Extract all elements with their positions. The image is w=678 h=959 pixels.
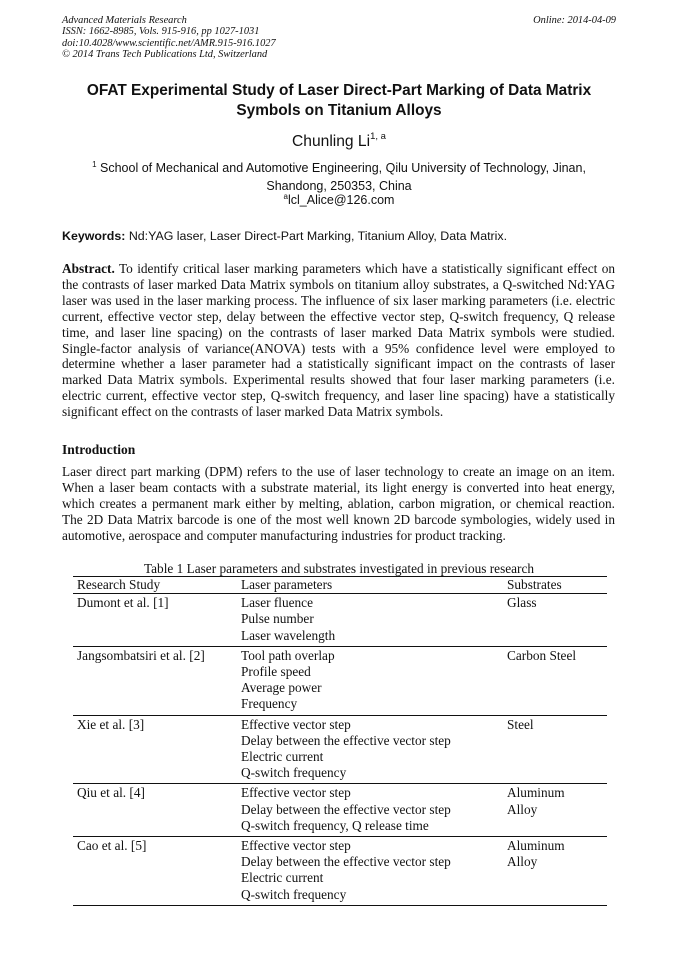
affiliation [80, 156, 598, 195]
author-name: Chunling Li [292, 133, 371, 150]
header-laser-parameters: Laser parameters [241, 577, 333, 592]
laser-parameter: Q-switch frequency [241, 886, 347, 902]
laser-parameter: Frequency [241, 696, 298, 712]
abstract-label: Abstract. [62, 261, 115, 276]
issn-line: ISSN: 1662-8985, Vols. 915-916, pp 1027-1031 [62, 26, 260, 38]
keywords-text: Nd:YAG laser, Laser Direct-Part Marking, Titanium Alloy, Data Matrix. [128, 229, 508, 243]
cell-laser-parameters [237, 594, 503, 647]
laser-parameter: Delay between the effective vector step [241, 801, 451, 817]
substrate: Steel [507, 716, 534, 732]
parameters-table [73, 576, 607, 906]
paper-title: OFAT Experimental Study of Laser Direct-Part Marking of Data Matrix Symbols on Titanium Alloys [86, 82, 592, 119]
online-date: Online: 2014-04-09 [533, 15, 616, 26]
laser-parameter: Pulse number [241, 611, 314, 627]
header-substrates: Substrates [507, 577, 562, 592]
table-caption: Table 1 Laser parameters and substrates investigated in previous research [143, 561, 535, 576]
cell-research-study: Cao et al. [5] [77, 838, 147, 854]
laser-parameter: Tool path overlap [241, 647, 335, 663]
cell-research-study: Qiu et al. [4] [77, 785, 145, 801]
laser-parameter: Profile speed [241, 664, 311, 680]
introduction-text: Laser direct part marking (DPM) refers to the use of laser technology to create an image on an item. When a laser beam contacts with a substrate material, its light energy is converted into heat energy, which creates a permanent mark either by melting, ablation, carbon migration, or chemical reaction. The 2D Data Matrix barcode is one of the most well known 2D barcode symbologies, widely used in automotive, aerospace and computer manufacturing industries for product tracking. [62, 464, 615, 543]
affiliation-sup: 1 [92, 160, 97, 169]
substrate: Aluminum [507, 838, 565, 854]
table-row [73, 594, 607, 647]
laser-parameter: Effective vector step [241, 785, 351, 801]
substrate: Aluminum [507, 785, 565, 801]
abstract [62, 261, 615, 420]
substrate: Alloy [507, 801, 538, 817]
table-row [73, 784, 607, 837]
keywords [62, 229, 618, 243]
table-header-row [73, 577, 607, 594]
laser-parameter: Q-switch frequency [241, 765, 347, 781]
table-row [73, 646, 607, 715]
laser-parameter: Delay between the effective vector step [241, 732, 451, 748]
table-row [73, 715, 607, 784]
laser-parameter: Electric current [241, 870, 324, 886]
substrate: Carbon Steel [507, 647, 577, 663]
table-body [73, 594, 607, 906]
laser-parameter: Average power [241, 680, 322, 696]
laser-parameter: Effective vector step [241, 838, 351, 854]
abstract-text: To identify critical laser marking parameters which have a statistically significant effect on the contrasts of laser marked Data Matrix symbols on titanium alloy substrates, a Q-switched Nd:YAG laser was used in the laser marking process. The influence of six laser marking parameters (i.e. electric current, effective vector step, delay between the effective vector step, Q-switch frequency, Q release time, and laser line spacing) on the contrasts of laser marked Data Matrix symbols were studied. Single-factor analysis of variance(ANOVA) tests with a 95% confidence level were employed to determine whether a laser parameter had a statistically significant impact on the contrasts of laser marked Data Matrix symbols. Experimental results showed that four laser marking parameters (i.e. electric current, effective vector step, Q-switch frequency, and laser line spacing) have a statistically significant effect on the contrasts of laser marked Data Matrix symbols. [62, 261, 615, 420]
table-row [73, 837, 607, 906]
cell-research-study: Jangsombatsiri et al. [2] [77, 647, 205, 663]
author-line [0, 131, 678, 151]
laser-parameter: Laser fluence [241, 595, 313, 611]
cell-laser-parameters [237, 715, 503, 784]
cell-laser-parameters [237, 646, 503, 715]
substrate: Glass [507, 595, 537, 611]
cell-substrates [503, 715, 607, 784]
introduction-heading: Introduction [62, 442, 136, 457]
cell-substrates [503, 594, 607, 647]
cell-research-study: Xie et al. [3] [77, 716, 145, 732]
keywords-label: Keywords: [62, 229, 126, 243]
journal-name: Advanced Materials Research [62, 15, 187, 26]
header-research-study: Research Study [77, 577, 161, 592]
cell-laser-parameters [237, 837, 503, 906]
affiliation-text: School of Mechanical and Automotive Engineering, Qilu University of Technology, Jinan, Shandong, 250353, China [100, 161, 586, 193]
email-sup: a [283, 192, 288, 201]
copyright-line: © 2014 Trans Tech Publications Ltd, Switzerland [62, 49, 268, 61]
laser-parameter: Laser wavelength [241, 627, 336, 643]
substrate: Alloy [507, 854, 538, 870]
author-sup: 1, a [370, 131, 386, 142]
cell-substrates [503, 784, 607, 837]
cell-research-study: Dumont et al. [1] [77, 595, 169, 611]
cell-laser-parameters [237, 784, 503, 837]
cell-substrates [503, 646, 607, 715]
page-header [62, 15, 616, 61]
laser-parameter: Q-switch frequency, Q release time [241, 817, 429, 833]
laser-parameter: Effective vector step [241, 716, 351, 732]
laser-parameter: Electric current [241, 749, 324, 765]
email-text: lcl_Alice@126.com [287, 193, 395, 207]
cell-substrates [503, 837, 607, 906]
email-line [0, 192, 678, 207]
doi-line: doi:10.4028/www.scientific.net/AMR.915-916.1027 [62, 37, 276, 49]
laser-parameter: Delay between the effective vector step [241, 854, 451, 870]
